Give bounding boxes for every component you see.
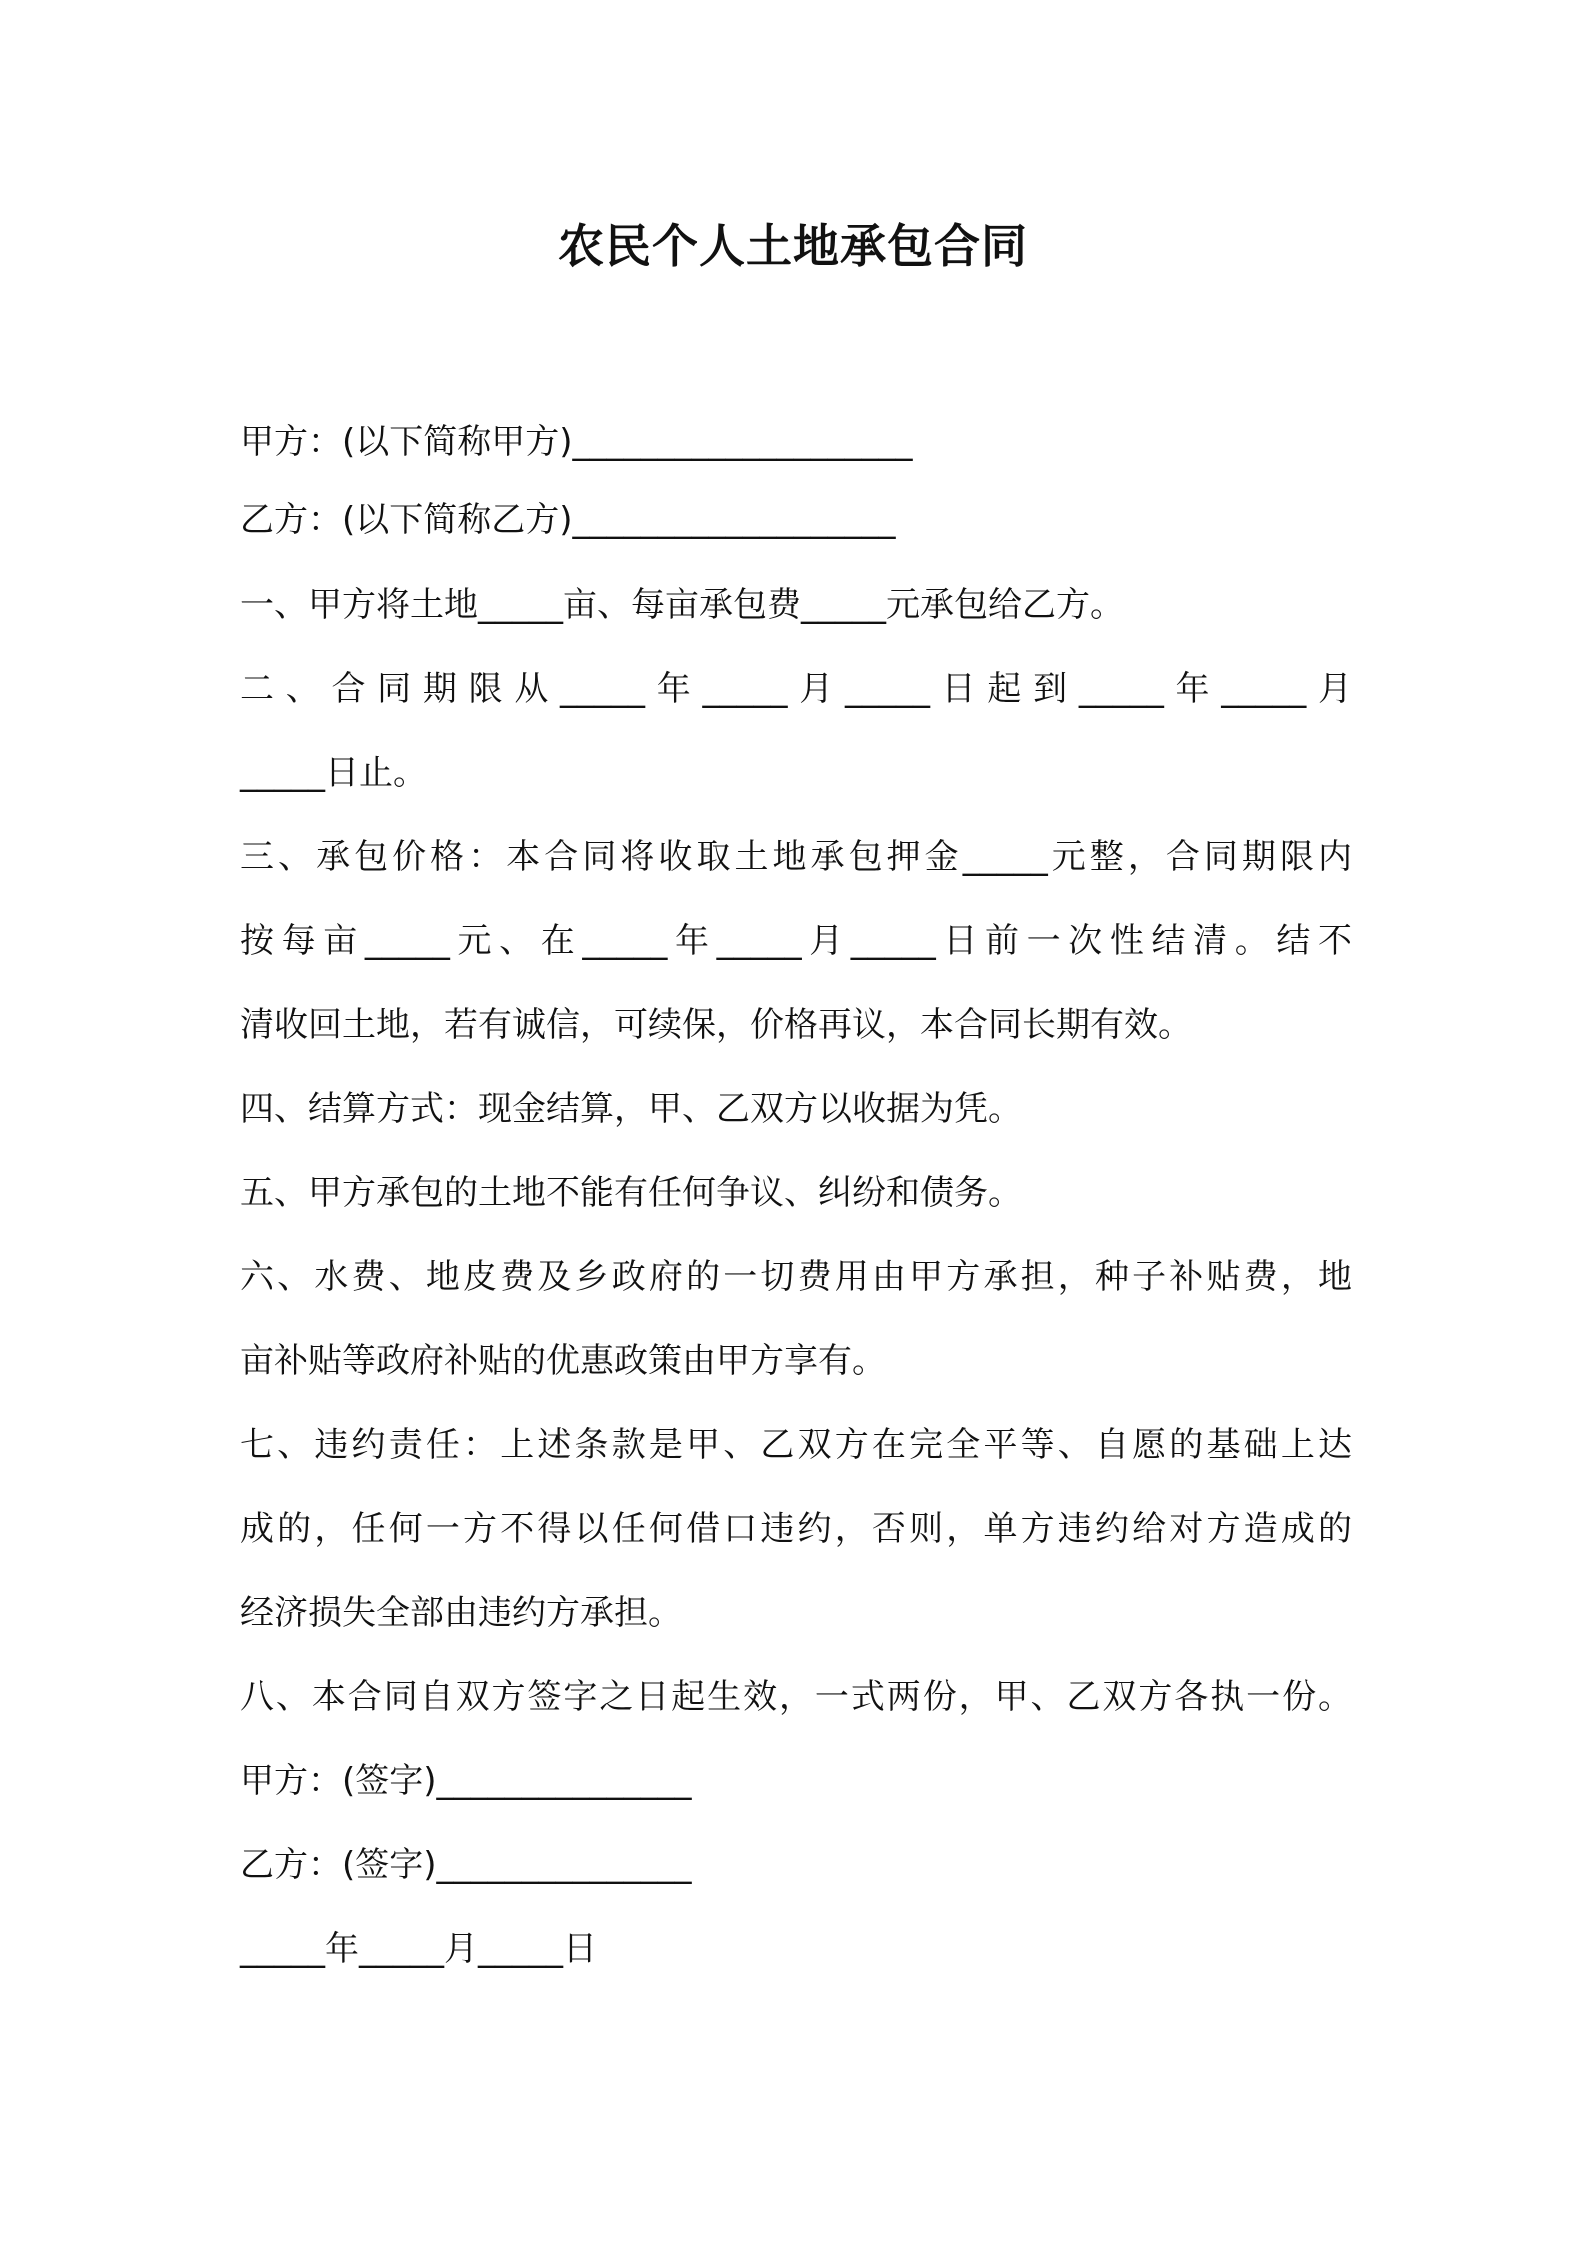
contract-title: 农民个人土地承包合同 <box>558 219 1028 273</box>
clause-5: 五、甲方承包的土地不能有任何争议、纠纷和债务。 <box>240 1173 1022 1213</box>
clause-7-line-2: 成的，任何一方不得以任何借口违约，否则，单方违约给对方造成的 <box>240 1509 1352 1549</box>
clause-1: 一、甲方将土地_____亩、每亩承包费_____元承包给乙方。 <box>240 585 1124 625</box>
party-a-line: 甲方：(以下简称甲方)____________________ <box>240 422 913 462</box>
party-a-signature: 甲方：(签字)_______________ <box>240 1761 692 1801</box>
clause-3-line-2: 按每亩_____元、在_____年_____月_____日前一次性结清。结不 <box>240 921 1352 961</box>
party-b-line: 乙方：(以下简称乙方)___________________ <box>240 500 896 540</box>
clause-3-line-3: 清收回土地，若有诚信，可续保，价格再议，本合同长期有效。 <box>240 1005 1192 1045</box>
clause-2-line-2: _____日止。 <box>240 753 427 793</box>
clause-4: 四、结算方式：现金结算，甲、乙双方以收据为凭。 <box>240 1089 1022 1129</box>
clause-6-line-2: 亩补贴等政府补贴的优惠政策由甲方享有。 <box>240 1341 886 1381</box>
clause-7-line-1: 七、违约责任：上述条款是甲、乙双方在完全平等、自愿的基础上达 <box>240 1425 1352 1465</box>
clause-3-line-1: 三、承包价格：本合同将收取土地承包押金_____元整，合同期限内 <box>240 837 1352 877</box>
party-b-signature: 乙方：(签字)_______________ <box>240 1845 692 1885</box>
clause-7-line-3: 经济损失全部由违约方承担。 <box>240 1593 682 1633</box>
signing-date: _____年_____月_____日 <box>240 1929 597 1969</box>
clause-2-line-1: 二、合同期限从_____年_____月_____日起到_____年_____月 <box>240 669 1352 709</box>
clause-8: 八、本合同自双方签字之日起生效，一式两份，甲、乙双方各执一份。 <box>240 1677 1352 1717</box>
clause-6-line-1: 六、水费、地皮费及乡政府的一切费用由甲方承担，种子补贴费，地 <box>240 1257 1352 1297</box>
